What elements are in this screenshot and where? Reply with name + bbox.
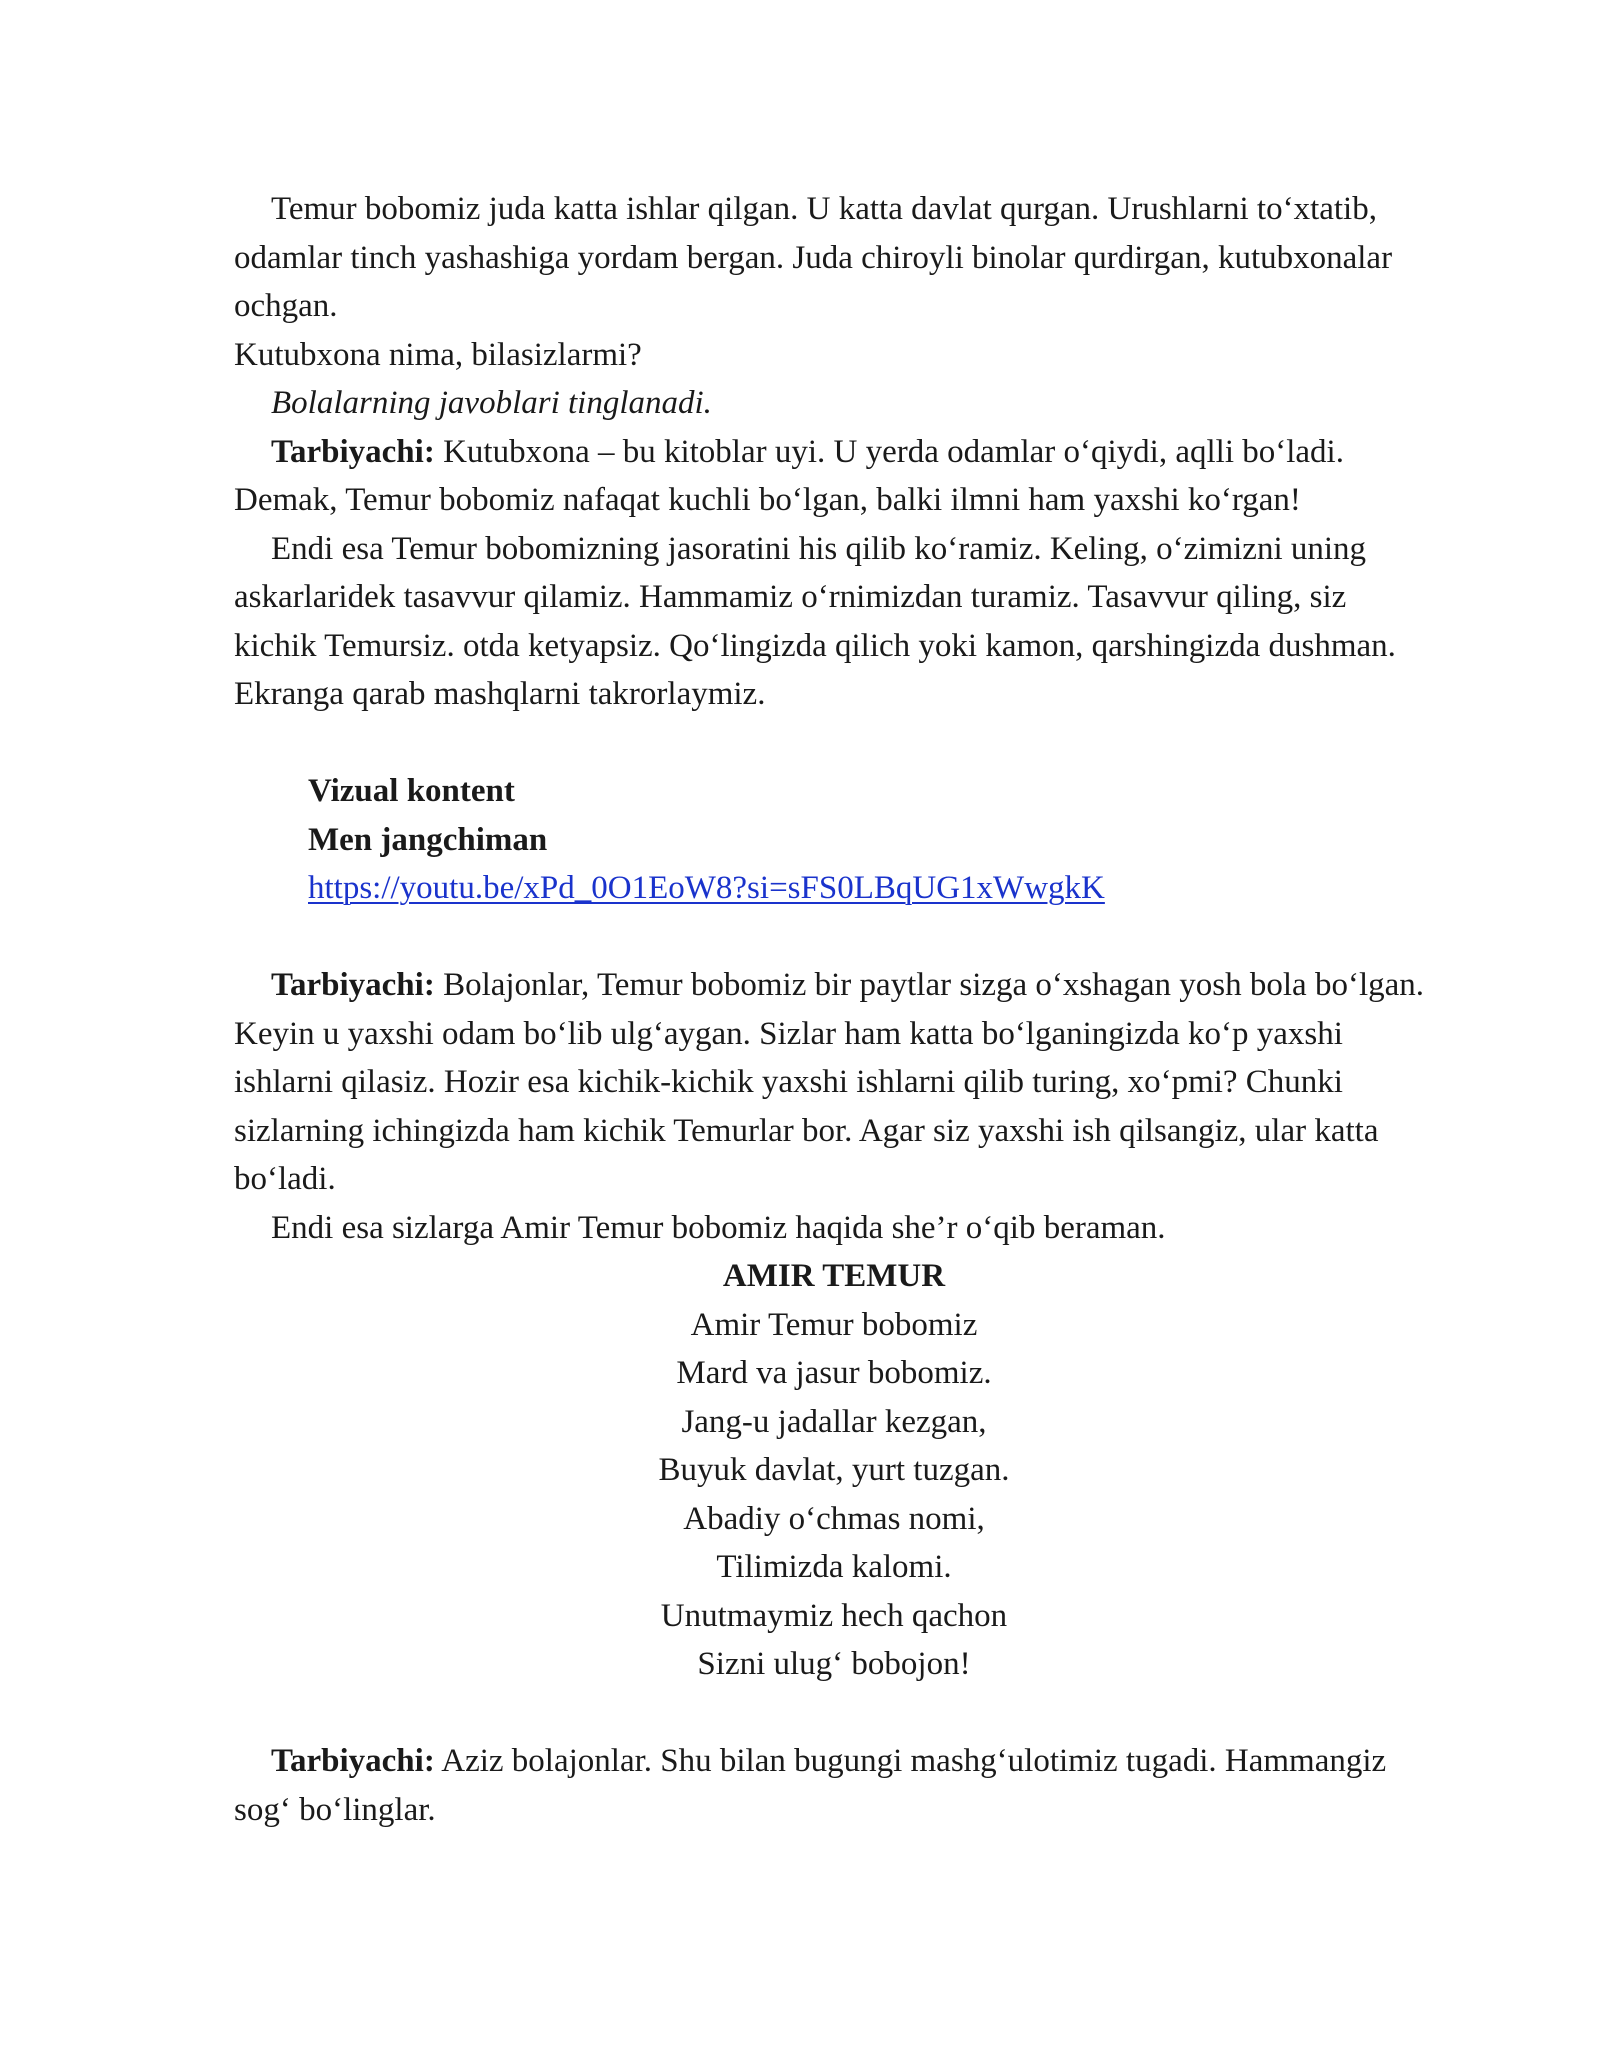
speaker-label: Tarbiyachi: [271,967,435,1003]
poem-line: Mard va jasur bobomiz. [676,1355,992,1391]
poem-line: Sizni ulug‘ bobojon! [697,1646,971,1682]
paragraph-imagine-soldiers: Endi esa Temur bobomizning jasoratini his qilib ko‘ramiz. Keling, o‘zimizni uning askarlaridek tasavvur qilamiz. Hammamiz o‘rnimizdan turamiz. Tasavvur qiling, siz kichik Temursiz. otda ketyapsiz. Qo‘lingizda qilich yoki kamon, qarshingizda dushman. Ekranga qarab mashqlarni takrorlaymiz. [234,530,1396,712]
speaker-label: Tarbiyachi: [271,433,435,470]
poem-line: Tilimizda kalomi. [716,1549,952,1585]
spacer [234,1689,1434,1738]
paragraph-text: Kutubxona – bu kitoblar uyi. U yerda odamlar o‘qiydi, aqlli bo‘ladi. Demak, Temur bobomiz nafaqat kuchli bo‘lgan, balki ilmni ham yaxshi ko‘rgan! [234,433,1344,518]
paragraph-text: Bolajonlar, Temur bobomiz bir paytlar sizga o‘xshagan yosh bola bo‘lgan. Keyin u yaxshi odam bo‘lib ulg‘aygan. Sizlar ham katta bo‘lganingizda ko‘p yaxshi ishlarni qilasiz. Hozir esa kichik-kichik yaxshi ishlarni qilib turing, xo‘pmi? Chunki sizlarning ichingizda ham kichik Temurlar bor. Agar siz yaxshi ish qilsangiz, ular katta bo‘ladi. [234,967,1425,1197]
document-body [234,185,1434,1834]
poem-line: Unutmaymiz hech qachon [660,1597,1008,1634]
paragraph-young-temur [234,961,1434,1204]
speaker-label: Tarbiyachi: [271,1743,435,1779]
paragraph-text: Aziz bolajonlar. Shu bilan bugungi mashg‘ulotimiz tugadi. Hammangiz sog‘ bo‘linglar. [234,1743,1387,1828]
spacer [234,719,1434,768]
poem-line: Jang-u jadallar kezgan, [681,1403,987,1440]
visual-content-heading: Vizual kontent [308,773,515,809]
video-link[interactable]: https://youtu.be/xPd_0O1EoW8?si=sFS0LBqUG1xWwgkK [308,870,1105,906]
poem-title: AMIR TEMUR [722,1258,946,1294]
paragraph-closing [234,1737,1434,1834]
paragraph-children-answers: Bolalarning javoblari tinglanadi. [271,385,712,421]
paragraph-temur-deeds: Temur bobomiz juda katta ishlar qilgan. U katta davlat qurgan. Urushlarni to‘xtatib, odamlar tinch yashashiga yordam bergan. Juda chiroyli binolar qurdirgan, kutubxonalar ochgan. [234,191,1393,324]
poem-line: Abadiy o‘chmas nomi, [683,1500,985,1537]
paragraph-library-question: Kutubxona nima, bilasizlarmi? [234,336,642,373]
spacer [234,913,1434,962]
paragraph-poem-intro: Endi esa sizlarga Amir Temur bobomiz haqida she’r o‘qib beraman. [271,1209,1166,1246]
poem-line: Buyuk davlat, yurt tuzgan. [658,1452,1010,1488]
visual-content-title: Men jangchiman [308,821,548,858]
poem-line: Amir Temur bobomiz [690,1306,978,1343]
video-link-line [234,864,1434,913]
paragraph-library-explanation [234,428,1434,525]
